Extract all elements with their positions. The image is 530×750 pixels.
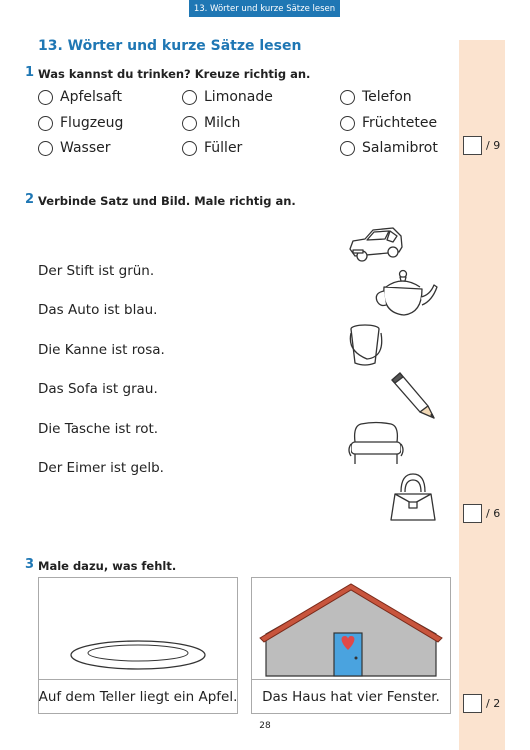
- pencil-icon[interactable]: [388, 370, 440, 422]
- sofa-icon[interactable]: [347, 420, 405, 470]
- task2-instruction: Verbinde Satz und Bild. Male richtig an.: [38, 194, 296, 208]
- option-limonade[interactable]: Limonade: [182, 89, 273, 105]
- chapter-tab: 13. Wörter und kurze Sätze lesen: [189, 0, 340, 17]
- page-title: 13. Wörter und kurze Sätze lesen: [38, 38, 302, 54]
- option-apfelsaft[interactable]: Apfelsaft: [38, 89, 122, 105]
- house-icon: [252, 578, 450, 680]
- checkbox-circle[interactable]: [182, 141, 197, 156]
- score-input-box[interactable]: [463, 694, 482, 713]
- sentence-kanne[interactable]: Die Kanne ist rosa.: [38, 342, 165, 358]
- checkbox-circle[interactable]: [340, 116, 355, 131]
- task3-number: 3: [25, 557, 35, 572]
- handbag-icon[interactable]: [385, 470, 441, 524]
- task1-score: / 9: [463, 136, 500, 155]
- task2-score: / 6: [463, 504, 500, 523]
- task1-number: 1: [25, 65, 35, 80]
- task3-score: / 2: [463, 694, 500, 713]
- house-drawing-box[interactable]: [251, 577, 451, 681]
- score-input-box[interactable]: [463, 504, 482, 523]
- option-fueller[interactable]: Füller: [182, 140, 242, 156]
- plate-icon: [39, 578, 237, 680]
- task2-number: 2: [25, 192, 35, 207]
- sentence-tasche[interactable]: Die Tasche ist rot.: [38, 421, 159, 437]
- score-input-box[interactable]: [463, 136, 482, 155]
- checkbox-circle[interactable]: [340, 141, 355, 156]
- sentence-stift[interactable]: Der Stift ist grün.: [38, 263, 155, 279]
- page-number: 28: [259, 721, 271, 731]
- task1-instruction: Was kannst du trinken? Kreuze richtig an.: [38, 67, 311, 81]
- caption-plate: Auf dem Teller liegt ein Apfel.: [38, 679, 238, 714]
- caption-house: Das Haus hat vier Fenster.: [251, 679, 451, 714]
- option-milch[interactable]: Milch: [182, 115, 240, 131]
- option-wasser[interactable]: Wasser: [38, 140, 110, 156]
- sentence-auto[interactable]: Das Auto ist blau.: [38, 302, 158, 318]
- teapot-icon[interactable]: [372, 265, 440, 319]
- checkbox-circle[interactable]: [38, 116, 53, 131]
- task3-instruction: Male dazu, was fehlt.: [38, 559, 177, 573]
- option-telefon[interactable]: Telefon: [340, 89, 412, 105]
- car-icon[interactable]: [345, 222, 405, 267]
- checkbox-circle[interactable]: [340, 90, 355, 105]
- checkbox-circle[interactable]: [38, 90, 53, 105]
- bucket-icon[interactable]: [347, 321, 389, 369]
- sentence-sofa[interactable]: Das Sofa ist grau.: [38, 381, 158, 397]
- plate-drawing-box[interactable]: [38, 577, 238, 681]
- sentence-eimer[interactable]: Der Eimer ist gelb.: [38, 460, 164, 476]
- checkbox-circle[interactable]: [38, 141, 53, 156]
- option-fruechtetee[interactable]: Früchtetee: [340, 115, 437, 131]
- checkbox-circle[interactable]: [182, 116, 197, 131]
- option-salamibrot[interactable]: Salamibrot: [340, 140, 438, 156]
- checkbox-circle[interactable]: [182, 90, 197, 105]
- option-flugzeug[interactable]: Flugzeug: [38, 115, 123, 131]
